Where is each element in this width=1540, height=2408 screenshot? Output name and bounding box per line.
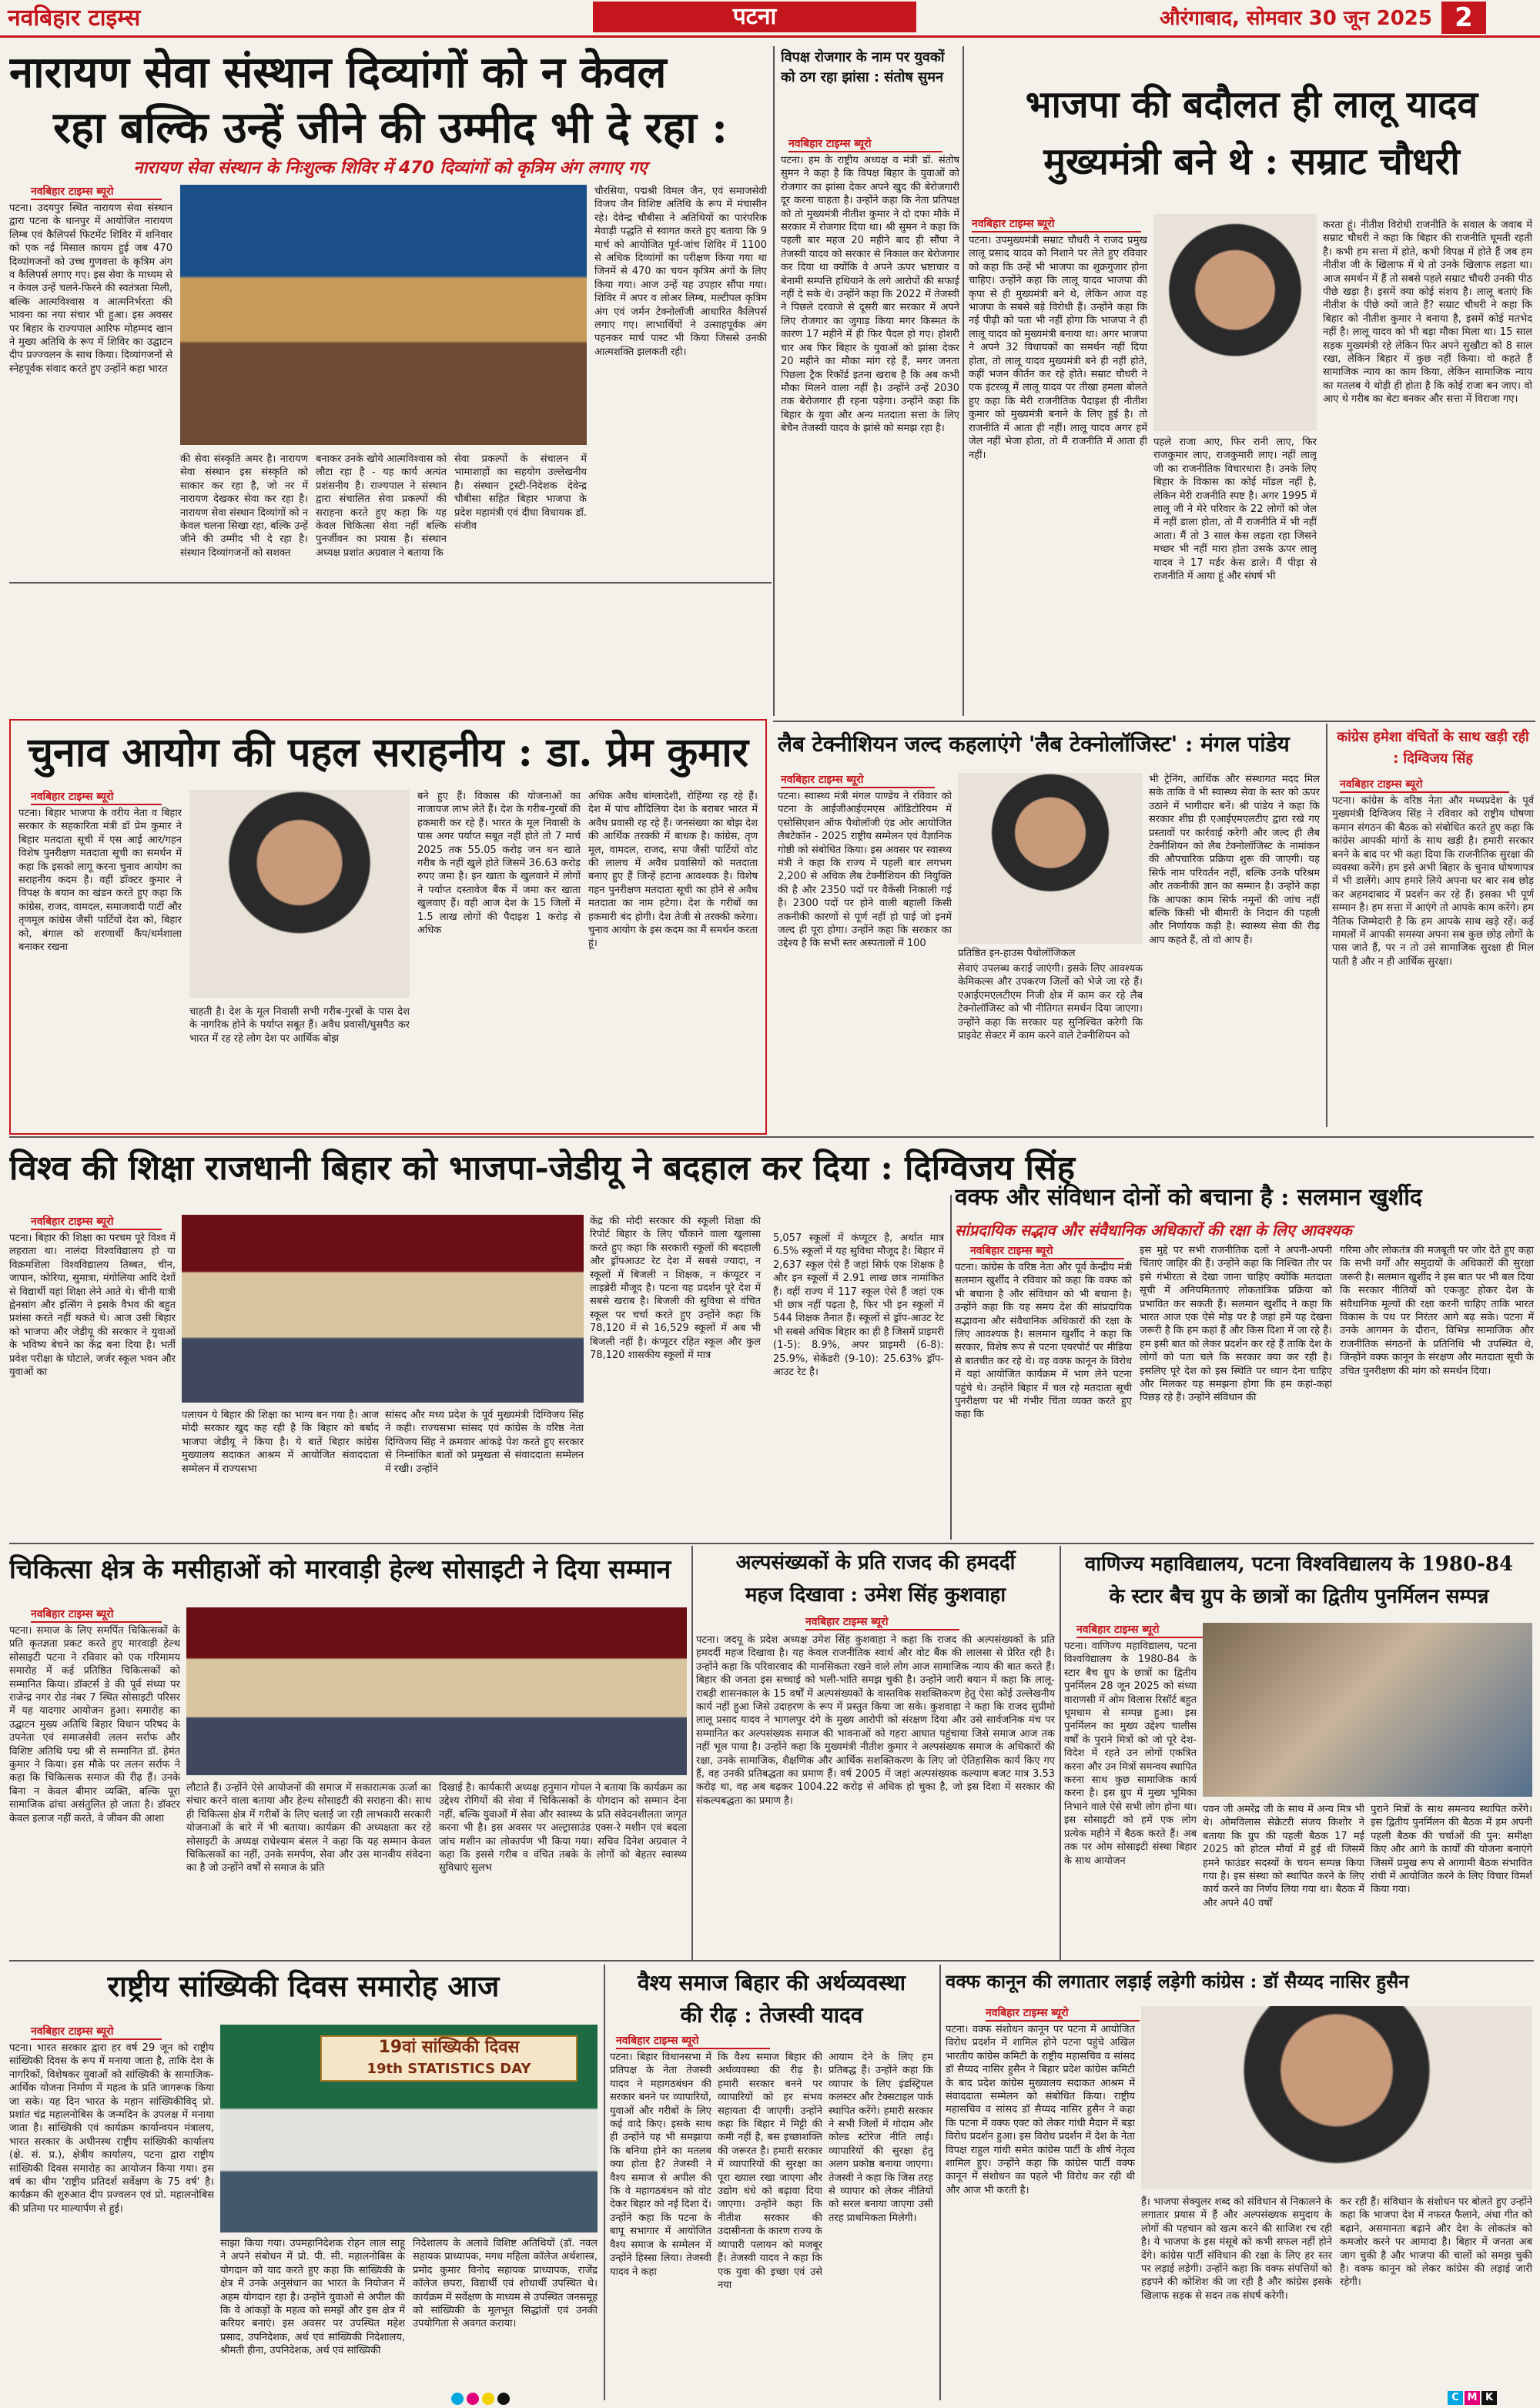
photo-vanijya-reunion bbox=[1203, 1623, 1532, 1797]
photo-caption-lab-tech: प्रतिष्ठित इन-हाउस पैथोलॉजिकल bbox=[958, 948, 1076, 959]
body-marwari-1: पटना। समाज के लिए समर्पित चिकित्सकों के प्रति कृतज्ञता प्रकट करते हुए मारवाड़ी हेल्थ सोसाइटी पटना ने रविवार को एक गरिमामय समारोह में कई प्रतिष्ठित चिकित्सकों को सम्मानित किया। डॉक्टर्स डे की पूर्व संध्या पर राजेन्द्र नगर रोड नंबर 7 स्थित सोसाइटी परिसर में यह यादगार आयोजन हुआ। समारोह का उद्घाटन मुख्य अतिथि बिहार विधान परिषद के उपनेता एवं समाजसेवी ललन सर्राफ और विशिष्ट अतिथि पद्म श्री से सम्मानित डॉ. हेमंत कुमार ने किया। इस मौके पर ललन सर्राफ ने कहा कि चिकित्सक समाज की रीढ़ हैं। उनके बिना न केवल बीमार व्यक्ति, बल्कि पूरा सामाजिक ढांचा असंतुलित हो जाता है। डॉक्टर केवल इलाज नहीं करते, वे जीवन की आशा bbox=[9, 1625, 180, 1824]
body-prem-kumar-1: पटना। बिहार भाजपा के वरीय नेता व बिहार सरकार के सहकारिता मंत्री डॉ प्रेम कुमार ने बिहार मतदाता सूची में एस आई आर/गहन विशेष पुनरीक्षण मतदाता सूची का समर्थन में कहा कि इसको लागू करना चुनाव आयोग का सराहनीय कदम है। वहीं डॉक्टर कुमार ने विपक्ष के बयान का खंडन करते हुए कहा कि कांग्रेस, राजद, वामदल, समाजवादी पार्टी और तृणमूल कांग्रेस जैसी पार्टियों देश को, बिहार को, बंगाल को शरणार्थी कैंप/धर्मशाला बनाकर रखना bbox=[18, 808, 182, 954]
body-shiksha-2: पलायन ये बिहार की शिक्षा का भाग्य बन गया है। आज मोदी सरकार खुद कह रही है कि बिहार को बर्बाद भाजपा जेडीयू ने किया है। ये बातें बिहार कांग्रेस मुख्यालय सदाकत आश्रम में आयोजित संवाददाता सम्मेलन में राज्यसभा bbox=[182, 1410, 379, 1475]
body-narayan-5: सेवा प्रकल्पों के संचालन में भामाशाहों का सहयोग उल्लेखनीय है। संस्थान ट्रस्टी-निदेशक देवेन्द्र चौबीसा सहित बिहार भाजपा के प्रदेश महामंत्री एवं दीघा विधायक डॉ. संजीव bbox=[454, 453, 587, 533]
subhead-salman: सांप्रदायिक सद्भाव और संवैधानिक अधिकारों की रक्षा के लिए आवश्यक bbox=[955, 1221, 1352, 1239]
column-divider bbox=[1060, 1546, 1061, 1962]
byline-nasir: नवबिहार टाइम्स ब्यूरो bbox=[986, 2006, 1140, 2022]
body-salman-2: इस मुद्दे पर सभी राजनीतिक दलों ने अपनी-अपनी चिंताएं जाहिर की हैं। उन्होंने कहा कि निश्चित तौर पर इसे गंभीरता से देखा जाना चाहिए क्योंकि मतदाता सूची में अनियमितताएं लोकतांत्रिक प्रक्रिया को प्रभावित कर सकती हैं। सलमान खुर्शीद ने कहा कि भारत आज एक ऐसे मोड़ पर है जहां हमें यह देखना जरूरी है कि हम कहां हैं और किस दिशा में जा रहे हैं। हम इसी बात को लेकर प्रदर्शन कर रहे हैं ताकि देश के लोगों को पता चले कि सरकार क्या कर रही है। इसलिए पूरे देश को इस स्थिति पर ध्यान देना चाहिए और मिलकर यह समझना होगा कि हम कहां-कहां पिछड़ रहे हैं। उन्होंने संविधान की bbox=[1140, 1245, 1332, 1404]
byline-narayan: नवबिहार टाइम्स ब्यूरो bbox=[31, 185, 162, 200]
column-divider bbox=[950, 1195, 952, 1540]
photo-prem-kumar bbox=[189, 790, 410, 998]
byline-lab-tech: नवबिहार टाइम्स ब्यूरो bbox=[781, 773, 935, 788]
headline-narayan-1: नारायण सेवा संस्थान दिव्यांगों को न केवल bbox=[9, 47, 667, 98]
byline-vanijya: नवबिहार टाइम्स ब्यूरो bbox=[1076, 1623, 1207, 1638]
headline-samrat-1: भाजपा की बदौलत ही लालू यादव bbox=[1025, 83, 1478, 126]
body-shiksha-1: पटना। बिहार की शिक्षा का परचम पूरे विश्व में लहराता था। नालंदा विश्वविद्यालय हो या विक्रमशिला विश्वविद्यालय तिब्बत, चीन, जापान, कोरिया, सुमात्रा, मंगोलिया आदि देशों से विद्यार्थी यहां शिक्षा लेने आते थे। चीनी यात्री ह्वेनसांग और इत्सिंग ने इसके वैभव की बहुत प्रशंसा करते नहीं थकते थे। आज उसी बिहार को भाजपा और जेडीयू की सरकार ने युवाओं के भविष्य बेचने का केंद्र बना दिया है। भर्ती प्रवेश परीक्षा के घोटाले, जर्जर स्कूल भवन और युवाओं का bbox=[9, 1232, 176, 1379]
body-digvijay-wanchit: पटना। कांग्रेस के वरिष्ठ नेता और मध्यप्रदेश के पूर्व मुख्यमंत्री दिग्विजय सिंह ने रविवार को राष्ट्रीय घोषणा कमान संगठन की बैठक को संबोधित करते हुए कहा कि कांग्रेस आपकी मांगों के साथ खड़ी है। हमारी सरकार बनने के बाद पर भी कहा दिया कि राजनीतिक सुरक्षा की व्यवस्था करेंगे। हम इसे अभी बिहार के चुनाव घोषणापत्र में भी डालेंगे। आप हमारे लिये अपना घर बार सब छोड़ कर अहमदाबाद में प्रदर्शन कर रहे हैं। इसका भी पूर्ण सम्मान है। हम सत्ता में आएंगे तो आपके काम करेंगे। हम नैतिक जिम्मेदारी है कि हम आपके साथ खड़े रहें। कई मामलों में आपकी समस्या अपना सब कुछ छोड़ लोगों के पास जाते हैं, पर न तो उसे सामाजिक सुरक्षा ही मिल पाती है और न ही आर्थिक सुरक्षा। bbox=[1332, 795, 1534, 968]
body-shiksha-4: केंद्र की मोदी सरकार की स्कूली शिक्षा की रिपोर्ट बिहार के लिए चौंकाने वाला खुलासा करते हुए कहा कि सरकारी स्कूलों की बदहाली और ड्रॉपआउट रेट देश में सबसे ज्यादा, न स्कूलों में बिजली न शिक्षक, न कंप्यूटर न लाइब्रेरी मौजूद है। पटना यह प्रदर्शन पूरे देश में सबसे खराब है। बिजली की सुविधा से वंचित स्कूल पर चर्चा करते हुए उन्होंने कहा कि 78,120 में से 16,529 स्कूलों में अब भी बिजली नहीं है। कंप्यूटर रहित स्कूल और कुल 78,120 शासकीय स्कूलों में मात्र bbox=[590, 1216, 761, 1362]
photo-statistics-day bbox=[220, 2025, 598, 2232]
masthead-rule bbox=[0, 35, 1540, 38]
registration-mark-icon bbox=[467, 2393, 479, 2405]
body-sankhyiki-3: निदेशालय के अलावे विशिष्ट अतिथियों (डॉ. नवल सहायक प्राध्यापक, मगध महिला कॉलेज अर्थशास्त्र, प्रमोद कुमार विनोद सहायक प्राध्यापक, राजेंद्र कॉलेज छपरा, विद्यार्थी एवं शोधार्थी उपस्थित थे। कार्यक्रम में सर्वेक्षण के माध्यम से उपस्थित जनसमूह को सांख्यिकी के मूलभूत सिद्धांतों एवं उनकी उपयोगिता से अवगत कराया। bbox=[413, 2238, 598, 2330]
section-divider bbox=[9, 582, 772, 584]
city-banner: पटना bbox=[593, 2, 916, 32]
byline-samrat: नवबिहार टाइम्स ब्यूरो bbox=[972, 217, 1141, 232]
body-samrat-2: पहले राजा आए, फिर रानी लाए, फिर राजकुमार लाए, राजकुमारी लाए। नहीं लालू जी का राजनीतिक विचारधारा है। उनके लिए बिहार के विकास का कोई मॉडल नहीं है, लेकिन मेरी राजनीति स्पष्ट है। अगर 1995 में लालू जी ने मेरे परिवार के 22 लोगों को जेल में नहीं डाला होता, तो मैं राजनीति में भी नहीं आता। मैं तो 3 साल केस लड़ता रहा जिसने मच्छर भी नहीं मारा होता उसके ऊपर लालू यादव ने 17 मर्डर केस डाले। मैं पीड़ा से राजनीति में आया हूं और संघर्ष भी bbox=[1153, 436, 1317, 583]
headline-digvijay-wanchit: कांग्रेस हमेशा वंचितों के साथ खड़ी रही : दिग्विजय सिंह bbox=[1337, 729, 1529, 767]
byline-shiksha: नवबिहार टाइम्स ब्यूरो bbox=[31, 1215, 162, 1230]
byline-vipaksh: नवबिहार टाइम्स ब्यूरो bbox=[788, 137, 942, 152]
registration-mark-icon bbox=[451, 2393, 464, 2405]
byline-tejashwi: नवबिहार टाइम्स ब्यूरो bbox=[616, 2034, 770, 2049]
body-vipaksh: पटना। हम के राष्ट्रीय अध्यक्ष व मंत्री डॉ. संतोष सुमन ने कहा है कि विपक्ष बिहार के युवाओं को रोजगार का झांसा देकर अपने खुद की बेरोजगारी दूर करना चाहता है। उन्होंने कहा कि नेता प्रतिपक्ष को तो मुख्यमंत्री नीतीश कुमार ने दो दफा मौके में सरकार में रोजगार दिया था। श्री सुमन ने कहा कि पहली बार महज 20 महीने बाद ही सौंपा ने तेजस्वी यादव को सरकार से निकाल कर बेरोजगार कर दिया था क्योंकि वे अपने ऊपर भ्रष्टाचार व बेनामी सम्पत्ति हथियाने के लगे आरोपों की सफाई नहीं दे सके थे। उन्होंने कहा कि 2022 में तेजस्वी ने पिछले दरवाजे से दूसरी बार सरकार में अपने लिए रोजगार का जुगाड़ किया मगर किस्मत के कारण 17 महीने में ही फिर पैदल हो गए। होशरी चार अब फिर बिहार के युवाओं को झांसा देकर 20 महीने का मौका मांग रहे हैं, मगर जनता पिछला ट्रैक रिकॉर्ड इतना खराब है कि अब कभी मौका मिलने वाला नहीं है। उन्होंने उन्हें 2030 तक बेरोजगार ही रहना पड़ेगा। उन्होंने कहा कि बिहार के युवा और अन्य मतदाता सत्ता के लिए बेचैन तेजस्वी यादव के झांसे को समझ रहा है। bbox=[781, 155, 959, 435]
body-lab-tech-2: सेवाएं उपलब्ध कराई जाएंगी। इसके लिए आवश्यक केमिकल्स और उपकरण जिलों को भेजे जा रहे हैं। एआईएमएलटीएम निजी क्षेत्र में काम कर रहे लैब टेक्नोलॉजिस्ट को भी नीतिगत समर्थन दिया जाएगा। उन्होंने कहा कि सरकार यह सुनिश्चित करेगी कि प्राइवेट सेक्टर में काम करने वाले टेक्नीशियन को bbox=[958, 963, 1143, 1042]
body-prem-kumar-4: अधिक अवैध बांग्लादेशी, रोहिंग्या रह रहे हैं। देश में पांच शौदिलिया देश के बराबर भारत में अवैध प्रवासी रह रहे हैं। जनसंख्या का बोझ देश की आर्थिक तरक्की में बाधक है। कांग्रेस, तृण मूल, वामदल, राजद, सपा जैसी पार्टियों वोट की लालच में अवैध प्रवासियों को मतदाता बनाए हुए हैं जिन्हें हटाना आवश्यक है। विशेष गहन पुनरीक्षण मतदाता सूची का होने से अवैध मतदाता का नाम हटेगा। देश के गरीबों का हकमारी बंद होगी। देश तेजी से तरक्की करेगा। चुनाव आयोग के इस कदम का मैं समर्थन करता हूं। bbox=[588, 791, 758, 950]
body-samrat-1: पटना। उपमुख्यमंत्री सम्राट चौधरी ने राजद प्रमुख लालू प्रसाद यादव को निशाने पर लेते हुए रविवार को कहा कि उन्हें भी भाजपा का शुक्रगुजार होना चाहिए। उन्होंने कहा कि लालू यादव भाजपा की कृपा से ही मुख्यमंत्री बने थे, लेकिन आज वह भाजपा के सबसे बड़े विरोधी हैं। उन्होंने कहा कि नई पीढ़ी को पता भी नहीं होगा कि भाजपा ने ही लालू यादव को मुख्यमंत्री बनाया था। अगर भाजपा ने अपने 32 विधायकों का समर्थन नहीं दिया होता, तो लालू यादव मुख्यमंत्री बने ही नहीं होते, कहीं भजन कीर्तन कर रहे होते। सम्राट चौधरी ने एक इंटरव्यू में लालू यादव पर तीखा हमला बोलते हुए कहा कि मेरी राजनीतिक पैदाइश ही नीतीश कुमार को मुख्यमंत्री बनाने के लिए हुई है। तो राजनीति में आता ही नहीं। लालू यादव अगर हमें जेल नहीं भेजा होता, तो मैं राजनीति में आता ही नहीं। bbox=[969, 235, 1147, 461]
body-nasir-2: हैं। भाजपा सेक्युलर शब्द को संविधान से निकालने के लगातार प्रयास में हैं और अल्पसंख्यक समुदाय के लोगों की पहचान को खत्म करने की साजिश रच रही है। ये भाजपा के इस मंसूबे को कभी सफल नहीं होने देंगे। कांग्रेस पार्टी संविधान की रक्षा के लिए हर स्तर पर लड़ाई लड़ेगी। उन्होंने कहा कि वक्फ संपत्तियों को हड़पने की कोशिश की जा रही है और कांग्रेस इसके खिलाफ सड़क से सदन तक संघर्ष करेगी। bbox=[1141, 2196, 1332, 2302]
body-tejashwi-2: कि वैश्य समाज बिहार की अर्थव्यवस्था की रीढ़ है। हमारी सरकार बनने पर व्यापारियों को हर संभव सहायता दी जाएगी। उन्होंने कहा कि बिहार में मिट्टी की कमी नहीं है, बस इच्छाशक्ति की जरूरत है। हमारी सरकार में व्यापारियों की सुरक्षा का पूरा ख्याल रखा जाएगा और उद्योग धंधे को बढ़ावा दिया जाएगा। उन्होंने कहा कि नीतीश सरकार की उदासीनता के कारण राज्य के व्यापारी पलायन को मजबूर हैं। तेजस्वी यादव ने कहा कि एक युवा की इच्छा एवं उसे नया bbox=[718, 2052, 822, 2291]
body-narayan-1: पटना। उदयपुर स्थित नारायण सेवा संस्थान द्वारा पटना के धानपुर में आयोजित नारायण लिम्ब एवं कैलिपर्स फिटमेंट शिविर में शनिवार को एक नई मिसाल कायम हुई जब 470 दिव्यांगजनों को उच्च गुणवत्ता के कृत्रिम अंग व कैलिपर्स लगाए गए। इस सेवा के माध्यम से न केवल उन्हें चलने-फिरने की स्वतंत्रता मिली, बल्कि आत्मविश्वास व आत्मनिर्भरता की भावना का नया संचार भी हुआ। इस अवसर पर बिहार के राज्यपाल आरिफ मोहम्मद खान ने मुख्य अतिथि के रूप में शिविर का उद्घाटन दीप प्रज्ज्वलन के साथ किया। दिव्यांगजनों से स्नेहपूर्वक संवाद करते हुए उन्होंने कहा भारत bbox=[9, 202, 172, 375]
headline-umesh-2: महज दिखावा : उमेश सिंह कुशवाहा bbox=[745, 1584, 1006, 1607]
body-nasir-1: पटना। वक्फ संशोधन कानून पर पटना में आयोजित विरोध प्रदर्शन में शामिल होने पटना पहुंचे अखिल भारतीय कांग्रेस कमिटी के राष्ट्रीय महासचिव व सांसद डॉ सैय्यद नासिर हुसैन ने बिहार प्रदेश कांग्रेस कमिटी के बाद प्रदेश कांग्रेस मुख्यालय सदाकत आश्रम में संवाददाता सम्मेलन को संबोधित किया। राष्ट्रीय महासचिव व सांसद डॉ सैय्यद नासिर हुसैन ने कहा कि पटना में वक्फ एक्ट को लेकर गांधी मैदान में बड़ा विरोध प्रदर्शन हुआ। इस विरोध प्रदर्शन में देश के नेता विपक्ष राहुल गांधी समेत कांग्रेस पार्टी के शीर्ष नेतृत्व शामिल हुए। उन्होंने कहा कि कांग्रेस पार्टी वक्फ कानून में संशोधन का पहले भी विरोध कर रही थी और आज भी करती है। bbox=[946, 2024, 1135, 2196]
photo-marwari-felicitation bbox=[186, 1607, 687, 1775]
column-divider bbox=[962, 46, 964, 716]
body-narayan-2: की सेवा संस्कृति अमर है। नारायण सेवा संस्थान इस संस्कृति को साकार कर रहा है, जो नर में नारायण देखकर सेवा कर रहा है। नारायण सेवा संस्थान दिव्यांगों को न केवल चलना सिखा रहा, बल्कि उन्हें जीने की उम्मीद भी दे रहा है। संस्थान दिव्यांगजनों को सशक्त bbox=[180, 453, 308, 559]
column-divider bbox=[1326, 724, 1327, 1127]
body-narayan-3: बनाकर उनके खोये आत्मविश्वास को लौटा रहा है - यह कार्य अत्यंत प्रशंसनीय है। राज्यपाल ने संस्थान द्वारा संचालित सेवा प्रकल्पों की सराहना करते हुए कहा कि यह केवल चिकित्सा सेवा नहीं बल्कि पुनर्जीवन का प्रयास है। संस्थान अध्यक्ष प्रशांत अग्रवाल ने बताया कि bbox=[316, 453, 447, 559]
section-divider bbox=[9, 1960, 1534, 1962]
headline-vanijya-2: के स्टार बैच ग्रुप के छात्रों का द्वितीय पुनर्मिलन सम्पन्न bbox=[1109, 1585, 1489, 1608]
headline-marwari: चिकित्सा क्षेत्र के मसीहाओं को मारवाड़ी हेल्थ सोसाइटी ने दिया सम्मान bbox=[9, 1554, 671, 1585]
body-samrat-3: करता हूं। नीतीश विरोधी राजनीति के सवाल के जवाब में सम्राट चौधरी ने कहा कि बिहार की राजनीति घूमती रहती है। कभी हम सत्ता में होते, कभी विपक्ष में होते हैं जब हम नीतीश जी के खिलाफ में थे तो उनके खिलाफ लड़ता था। आज समर्थन में हैं तो सबसे पहले सम्राट चौधरी उनकी पीठ पीछे खड़ा है। इसमें क्या कोई संशय है। लालू बताएं कि नीतीश के पीछे क्यों जाते हैं? सम्राट चौधरी ने कहा कि बिहार को नीतीश कुमार ने बनाया है, इसमें कोई मतभेद नहीं है। लालू यादव को भी बड़ा मौका मिला था। 15 साल सड़क मुख्यमंत्री रहे लेकिन फिर अपने सुखौटा को 8 साल रखा, लेकिन बिहार में कुछ नहीं किया। वो कहते हैं सामाजिक न्याय का काम किया, लेकिन सामाजिक न्याय का मतलब ये थोड़ी ही होता है कि कोई राजा बन जाए। वो आए थे गरीब का बेटा बनकर और सत्ता में विराजा गए। bbox=[1323, 219, 1532, 406]
headline-tejashwi-1: वैश्य समाज बिहार की अर्थव्यवस्था bbox=[637, 1970, 906, 1995]
byline-prem-kumar: नवबिहार टाइम्स ब्यूरो bbox=[31, 790, 162, 805]
byline-marwari: नवबिहार टाइम्स ब्यूरो bbox=[31, 1607, 162, 1623]
masthead bbox=[0, 0, 1540, 35]
body-vanijya-1: पटना। वाणिज्य महाविद्यालय, पटना विश्वविद्यालय के 1980-84 के स्टार बैच ग्रुप के छात्रों का द्वितीय पुनर्मिलन 28 जून 2025 को संध्या वाराणसी में ओम विलास रिसॉर्ट बहुत धूमधाम से सम्पन्न हुआ। इस पुनर्मिलन का मुख्य उद्देश्य चालीस वर्षों के पुराने मित्रों को जो पूरे देश-विदेश में रहते उन लोगों एकत्रित करना और उन मित्रों समन्वय स्थापित करना साथ कुछ सामाजिक कार्य करना है। इस ग्रुप में मुख्य भूमिका निभाने वाले ऐसे सभी लोग होना था। इस सोसाइटी को हमें एक लोग प्रत्येक महीने में बैठक करते हैं। अब तक पर ओम सोसाइटी संस्था बिहार के साथ आयोजन bbox=[1064, 1640, 1197, 1867]
body-marwari-2: लौटाते हैं। उन्होंने ऐसे आयोजनों की समाज में सकारात्मक ऊर्जा का संचार करने वाला बताया और हेल्थ सोसाइटी की सराहना की। साथ ही चिकित्सा क्षेत्र में गरीबों के लिए चलाई जा रही लाभकारी सरकारी योजनाओं के बारे में भी बताया। कार्यक्रम की अध्यक्षता कर रहे सोसाइटी के अध्यक्ष राधेश्याम बंसल ने कहा कि यह सम्मान केवल चिकित्सकों का नहीं, उनके समर्पण, सेवा और उस मानवीय संवेदना का है जो उन्होंने वर्षों से समाज के प्रति bbox=[186, 1782, 431, 1875]
body-salman-3: गरिमा और लोकतंत्र की मजबूती पर जोर देते हुए कहा कि सभी वर्गों और समुदायों के अधिकारों की सुरक्षा जरूरी है। सलमान खुर्शीद ने इस बात पर भी बल दिया कि सरकार नीतियों को एकजुट होकर देश के संवैधानिक मूल्यों की रक्षा करनी चाहिए ताकि भारत विकास के पथ पर निरंतर आगे बढ़ सके। पटना में उनके आगमन के दौरान, विभिन्न सामाजिक और राजनीतिक संगठनों के प्रतिनिधि भी उपस्थित थे, जिन्होंने वक्फ कानून के संरक्षण और मतदाता सूची के उचित पुनरीक्षण की मांग को समर्थन दिया। bbox=[1340, 1245, 1534, 1377]
body-shiksha-5: 5,057 स्कूलों में कंप्यूटर है, अर्थात मात्र 6.5% स्कूलों में यह सुविधा मौजूद है। बिहार में 2,637 स्कूल ऐसे हैं जहां सिर्फ एक शिक्षक है और इन स्कूलों में 2.91 लाख छात्र नामांकित हैं। वहीं राज्य में 117 स्कूल ऐसे हैं जहां एक भी छात्र नहीं पढ़ता है, फिर भी इन स्कूलों में 544 शिक्षक तैनात हैं। स्कूलों से ड्रॉप-आउट रेट भी सबसे अधिक बिहार का ही है जिसमें प्राइमरी (1-5): 8.9%, अपर प्राइमरी (6-8): 25.9%, सेकेंडरी (9-10): 25.63% ड्रॉप-आउट रेट है। bbox=[773, 1232, 944, 1379]
body-prem-kumar-3: बने हुए हैं। विकास की योजनाओं का नाजायज लाभ लेते हैं। देश के गरीब-गुरबों की हकमारी कर रहे हैं। भारत के मूल निवासी के पास अगर पर्याप्त सबूत नहीं होते तो 7 मार्च 2025 तक 55.05 करोड़ जन धन खाते गरीब के नहीं खुले होते जिसमें 36.63 करोड़ रुपए जमा है। इन खाता के खुलवाने में लोगों ने पर्याप्त दस्तावेज बैंक में जमा कर खाता खुलवाए हैं। वही आज देश के 15 जिलों में 1.5 लाख लोगों की पैदाइश 1 करोड़ से अधिक bbox=[417, 791, 581, 937]
photo-samrat-choudhary bbox=[1153, 214, 1317, 431]
headline-narayan-2: रहा बल्कि उन्हें जीने की उम्मीद भी दे रहा : bbox=[53, 102, 728, 153]
section-divider bbox=[9, 1543, 1534, 1544]
body-shiksha-3: सांसद और मध्य प्रदेश के पूर्व मुख्यमंत्री दिग्विजय सिंह ने कही। राज्यसभा सांसद एवं कांग्रेस के वरिष्ठ नेता दिग्विजय सिंह ने क्रमवार आंकड़े पेश करते हुए सरकार से निम्नांकित बातों को प्रमुखता से संवाददाता सम्मेलन में रखी। उन्होंने bbox=[385, 1410, 584, 1475]
headline-shiksha: विश्व की शिक्षा राजधानी बिहार को भाजपा-जेडीयू ने बदहाल कर दिया : दिग्विजय सिंह bbox=[9, 1149, 1075, 1188]
body-sankhyiki-2: साझा किया गया। उपमहानिदेशक रोहन लाल साहू ने अपने संबोधन में प्रो. पी. सी. महालनोबिस के योगदान को याद करते हुए कहा कि सांख्यिकी के क्षेत्र में उनके अनुसंधान का भारत के नियोजन में अहम योगदान रहा है। उन्होंने युवाओं से अपील की कि वे आंकड़ों के महत्व को समझें और इस क्षेत्र में करियर बनाएं। इस अवसर पर उपस्थित महेश प्रसाद, उपनिदेशक, अर्थ एवं सांख्यिकी निदेशालय, श्रीमती हीना, उपनिदेशक, अर्थ एवं सांख्यिकी bbox=[220, 2238, 405, 2357]
byline-digvijay-wanchit: नवबिहार टाइम्स ब्यूरो bbox=[1340, 778, 1509, 793]
body-narayan-4: चौरसिया, पद्मश्री विमल जैन, एवं समाजसेवी विजय जैन विशिष्ट अतिथि के रूप में मंचासीन रहे। देवेन्द्र चौबीसा ने अतिथियों का पारंपरिक मेवाड़ी पद्धति से स्वागत करते हुए बताया कि 9 मार्च को आयोजित पूर्व-जांच शिविर में 1100 से अधिक दिव्यांगों का परीक्षण किया गया था जिनमें से 470 का चयन कृत्रिम अंगों के लिए किया गया। आज उन्हें यह उपहार सौंपा गया। शिविर में अपर व लोअर लिम्ब, मल्टीपल कृत्रिम अंग एवं जर्मन टेक्नोलॉजी आधारित कैलिपर्स लगाए गए। लाभार्थियों ने उत्साहपूर्वक अंग पहनकर मार्च पास्ट भी किया जिससे उनकी आत्मशक्ति झलकती रही। bbox=[594, 186, 767, 358]
registration-mark-icon bbox=[497, 2393, 510, 2405]
body-lab-tech-1: पटना। स्वास्थ्य मंत्री मंगल पाण्डेय ने रविवार को पटना के आईजीआईएमएस ऑडिटोरियम में एसोसिएशन ऑफ पैथोलॉजी एंड ओर आयोजित लैबटेकॉन - 2025 राष्ट्रीय सम्मेलन एवं वैज्ञानिक गोष्ठी को संबोधित किया। इस अवसर पर स्वास्थ्य मंत्री ने कहा कि राज्य में पहली बार लगभग 2,200 से अधिक लैब टेक्नीशियन की नियुक्ति की है और 2350 पदों पर वैकेंसी निकाली गई है। 2300 पदों पर होने वाली बहाली किसी तकनीकी कारणों से पूर्ण नहीं हो पाई जो इनमें जल्द ही पूरा होगा। उन्होंने कहा कि सरकार का उद्देश्य है कि सभी स्तर अस्पतालों में 100 bbox=[778, 791, 952, 950]
photo-nasir-hussain bbox=[1141, 2006, 1532, 2189]
photo-mangal-pandey bbox=[958, 773, 1143, 944]
column-divider bbox=[773, 46, 775, 716]
column-divider bbox=[939, 1965, 941, 2400]
headline-vanijya-1: वाणिज्य महाविद्यालय, पटना विश्वविद्यालय के 1980-84 bbox=[1084, 1553, 1514, 1576]
byline-salman: नवबिहार टाइम्स ब्यूरो bbox=[970, 1244, 1124, 1259]
headline-lab-tech: लैब टेक्नीशियन जल्द कहलाएंगे 'लैब टेक्नोलॉजिस्ट' : मंगल पांडेय bbox=[778, 731, 1290, 757]
body-vanijya-2: पवन जी अमरेंद्र जी के साथ में अन्य मित्र भी थे। ओमविलास सेक्रेटरी संजय किशोर ने बताया कि ग्रुप की पहली बैठक 17 मई 2025 को होटल मौर्या में हुई थी जिसमें हमने फाउंडर सदस्यों के चयन सम्पन्न किया गया है। इस संस्था को स्थापित करने के लिए कार्य करने का निर्णय लिया गया था। बैठक में और अपने 40 वर्षों bbox=[1203, 1804, 1364, 1909]
body-prem-kumar-2: चाहती है। देश के मूल निवासी सभी गरीब-गुरबों के पास देश के नागरिक होने के पर्याप्त सबूत हैं। अवैध प्रवासी/घुसपैठ कर भारत में रह रहे लोग देश पर आर्थिक बोझ bbox=[189, 1006, 410, 1045]
headline-umesh-1: अल्पसंख्यकों के प्रति राजद की हमदर्दी bbox=[735, 1551, 1016, 1574]
registration-mark-icon bbox=[482, 2393, 494, 2405]
paper-name: नवबिहार टाइम्स bbox=[8, 5, 141, 32]
byline-umesh: नवबिहार टाइम्स ब्यूरो bbox=[805, 1615, 959, 1630]
section-divider bbox=[9, 1136, 1534, 1138]
color-mark-m: M bbox=[1465, 2391, 1480, 2405]
statistics-day-banner bbox=[320, 2035, 578, 2082]
section-divider bbox=[773, 721, 1535, 722]
body-tejashwi-1: पटना। बिहार विधानसभा में प्रतिपक्ष के नेता तेजस्वी यादव ने महागठबंधन की सरकार बनने पर व्यापारियों, युवाओं और गरीबों के लिए कई वादे किए। इसके साथ ही उन्होंने यह भी समझाया कि बनिया होने का मतलब क्या होता है? तेजस्वी ने वैश्य समाज से अपील की कि वे महागठबंधन को वोट देकर बिहार को नई दिशा दें। उन्होंने कहा कि पटना के बापू सभागार में आयोजित वैश्य समाज के सम्मेलन में उन्होंने हिस्सा लिया। तेजस्वी यादव ने कहा bbox=[610, 2052, 711, 2278]
statistics-day-banner-hindi: 19वां सांख्यिकी दिवस bbox=[378, 2038, 520, 2057]
body-umesh: पटना। जदयू के प्रदेश अध्यक्ष उमेश सिंह कुशवाहा ने कहा कि राजद की अल्पसंख्यकों के प्रति हमदर्दी महज दिखावा है। यह केवल राजनीतिक स्वार्थ और वोट बैंक की लालसा से प्रेरित रही है। उन्होंने कहा कि परिवारवाद की मानसिकता रखने वाले लोग आज सामाजिक न्याय की बात करते हैं। बिहार की जनता इस सच्चाई को भली-भांति समझ चुकी है। उन्होंने जारी बयान में कहा कि लालू-राबड़ी शासनकाल के 15 वर्षों में अल्पसंख्यकों के वास्तविक सशक्तिकरण हेतु ऐसा कोई उल्लेखनीय कार्य नहीं हुआ जिसे उदाहरण के रूप में प्रस्तुत किया जा सके। कुशवाहा ने कहा कि राजद सुप्रीमो लालू प्रसाद यादव ने भागलपुर दंगे के मुख्य आरोपी को संरक्षण दिया और उसे सार्वजनिक मंच पर सम्मानित कर अल्पसंख्यक समाज की भावनाओं को गहरा आघात पहुंचाया जिसे समाज आज तक नहीं भूल पाया है। उन्होंने कहा कि मुख्यमंत्री नीतीश कुमार ने अल्पसंख्यक समाज के अधिकारों की रक्षा, उनके सामाजिक, शैक्षणिक और आर्थिक सशक्तिकरण के लिए जो ऐतिहासिक कार्य किए गए हैं, वह उनकी प्रतिबद्धता का प्रमाण हैं। वर्ष 2005 में जहां अल्पसंख्यक कल्याण बजट मात्र 3.53 करोड़ था, वह अब बढ़कर 1004.22 करोड़ से अधिक हो चुका है, जो इस दिशा में सरकार की संकल्पबद्धता का प्रमाण है। bbox=[696, 1634, 1055, 1807]
color-mark-k: K bbox=[1481, 2391, 1497, 2405]
headline-sankhyiki: राष्ट्रीय सांख्यिकी दिवस समारोह आज bbox=[107, 1968, 500, 2003]
body-tejashwi-3: आयाम देने के लिए हम प्रतिबद्ध हैं। उन्होंने कहा कि व्यापार के लिए इंडस्ट्रियल कलस्टर और टेक्सटाइल पार्क स्थापित करेंगे। हमारी सरकार ने सभी जिलों में गोदाम और कोल्ड स्टोरेज नीति लाई। व्यापारियों की सुरक्षा हेतु अलग प्रकोष्ठ बनाया जाएगा। तेजस्वी ने कहा कि जिस तरह से व्यापार को लेकर नीतियों को सरल बनाया जाएगा उसी तरह प्राथमिकता मिलेगी। bbox=[829, 2052, 933, 2224]
photo-congress-press bbox=[182, 1215, 584, 1403]
body-nasir-3: कर रही हैं। संविधान के संशोधन पर बोलते हुए उन्होंने कहा कि भाजपा देश में नफरत फैलाने, अंधा गीत को बढ़ाने, असमानता बढ़ाने और देश के लोकतंत्र को कमजोर करने पर आमादा है। बिहार में जनता अब जाग चुकी है और भाजपा की चालों को समझ चुकी है। वक्फ कानून को लेकर कांग्रेस की लड़ाई जारी रहेगी। bbox=[1340, 2196, 1532, 2289]
dateline: औरंगाबाद, सोमवार 30 जून 2025 bbox=[1159, 7, 1432, 30]
body-lab-tech-3: भी ट्रेनिंग, आर्थिक और संस्थागत मदद मिल सके ताकि वे भी स्वास्थ्य सेवा के स्तर को ऊपर उठाने में भागीदार बनें। श्री पांडेय ने कहा कि सरकार शीघ्र ही एआईएमएलटीए द्वारा रखे गए प्रस्तावों पर कार्रवाई करेगी और जल्द ही लैब टेक्नीशियन को लैब टेक्नोलॉजिस्ट के नामांकन की औपचारिक प्रक्रिया शुरू की जाएगी। यह सिर्फ नाम परिवर्तन नहीं, बल्कि उनके परिश्रम और तकनीकी ज्ञान का सम्मान है। उन्होंने कहा कि आपका काम सिर्फ नमूनों की जांच नहीं बल्कि किसी भी बीमारी के निदान की पहली और निर्णायक कड़ी है। स्वास्थ्य सेवा की रीढ़ आप कहते हैं, तो वो आप हैं। bbox=[1149, 774, 1320, 946]
headline-vipaksh: विपक्ष रोजगार के नाम पर युवकों को ठग रहा झांसा : संतोष सुमन bbox=[781, 49, 945, 85]
subhead-narayan: नारायण सेवा संस्थान के निःशुल्क शिविर में 470 दिव्यांगों को कृत्रिम अंग लगाए गए bbox=[133, 159, 648, 178]
headline-prem-kumar: चुनाव आयोग की पहल सराहनीय : डा. प्रेम कुमार bbox=[28, 729, 748, 776]
headline-tejashwi-2: की रीढ़ : तेजस्वी यादव bbox=[680, 2002, 863, 2028]
headline-salman: वक्फ और संविधान दोनों को बचाना है : सलमान खुर्शीद bbox=[955, 1184, 1422, 1211]
body-sankhyiki-1: पटना। भारत सरकार द्वारा हर वर्ष 29 जून को राष्ट्रीय सांख्यिकी दिवस के रूप में मनाया जाता है, ताकि देश के नागरिकों, विशेषकर युवाओं को सांख्यिकी के सामाजिक-आर्थिक योजना निर्माण में महत्व के प्रति जागरूक किया जा सके। यह दिन भारत के महान सांख्यिकीविद् प्रो. प्रशांत चंद्र महालनोबिस के जन्मदिन के उपलक्ष में मनाया जाता है। सांख्यिकी एवं कार्यक्रम कार्यान्वयन मंत्रालय, भारत सरकार के अधीनस्थ राष्ट्रीय सांख्यिकी कार्यालय (क्षे. सं. प्र.), क्षेत्रीय कार्यालय, पटना द्वारा राष्ट्रीय सांख्यिकी दिवस समारोह का आयोजन किया गया। इस वर्ष का थीम 'राष्ट्रीय प्रतिदर्श सर्वेक्षण के 75 वर्ष' है। कार्यक्रम की शुरुआत दीप प्रज्वलन एवं प्रो. महालनोबिस की प्रतिमा पर माल्यार्पण से हुई। bbox=[9, 2042, 214, 2215]
headline-nasir: वक्फ कानून की लगातार लड़ाई लड़ेगी कांग्रेस : डॉ सैय्यद नासिर हुसैन bbox=[946, 1970, 1409, 1992]
column-divider bbox=[691, 1546, 693, 1962]
body-marwari-3: दिखाई है। कार्यकारी अध्यक्ष हनुमान गोयल ने बताया कि कार्यक्रम का उद्देश्य रोगियों की सेवा में चिकित्सकों के योगदान को सम्मान देना नहीं, बल्कि युवाओं में सेवा और स्वास्थ्य के प्रति संवेदनशीलता जागृत करना भी है। इस अवसर पर अल्ट्रासाउंड एक्स-रे मशीन एवं बदला जांच मशीन का लोकार्पण भी किया गया। सचिव दिनेश अग्रवाल ने कहा कि इससे गरीब व वंचित तबके के लोगों को बेहतर स्वास्थ्य सुविधाएं सुलभ bbox=[439, 1782, 687, 1875]
page-number: 2 bbox=[1441, 2, 1486, 34]
statistics-day-banner-english: 19th STATISTICS DAY bbox=[367, 2061, 531, 2077]
body-salman-1: पटना। कांग्रेस के वरिष्ठ नेता और पूर्व केन्द्रीय मंत्री सलमान खुर्शीद ने रविवार को कहा कि वक्फ को भी बचाना है और संविधान को भी बचाना है। उन्होंने कहा कि यह समय देश की सांप्रदायिक सद्भावना और संवैधानिक अधिकारों की रक्षा के लिए आवश्यक है। सलमान खुर्शीद ने कहा कि सरकार, विशेष रूप से पटना एयरपोर्ट पर मीडिया से बातचीत कर रहे थे। वह वक्फ कानून के विरोध में यहां आयोजित कार्यक्रम में भाग लेने पटना पहुंचे थे। उन्होंने बिहार में चल रहे मतदाता सूची पुनरीक्षण पर भी गंभीर चिंता व्यक्त करते हुए कहा कि bbox=[955, 1262, 1132, 1421]
headline-samrat-2: मुख्यमंत्री बने थे : सम्राट चौधरी bbox=[1043, 140, 1460, 183]
color-mark-c: C bbox=[1448, 2391, 1463, 2405]
body-vanijya-3: पुराने मित्रों के साथ समन्वय स्थापित करेंगे। इस द्वितीय पुनर्मिलन की बैठक में हम अपनी पहली बैठक की चर्चाओं की पुन: समीक्षा किए और आगे के कार्यों की योजना बनाएंगे जिसमें प्रमुख रूप से आगामी बैठक संभावित रांची में आयोजित करने के लिए विचार विमर्श किया गया। bbox=[1371, 1804, 1532, 1896]
column-divider bbox=[604, 1965, 605, 2400]
byline-sankhyiki: नवबिहार टाइम्स ब्यूरो bbox=[31, 2025, 162, 2040]
photo-narayan-seva bbox=[180, 185, 587, 445]
